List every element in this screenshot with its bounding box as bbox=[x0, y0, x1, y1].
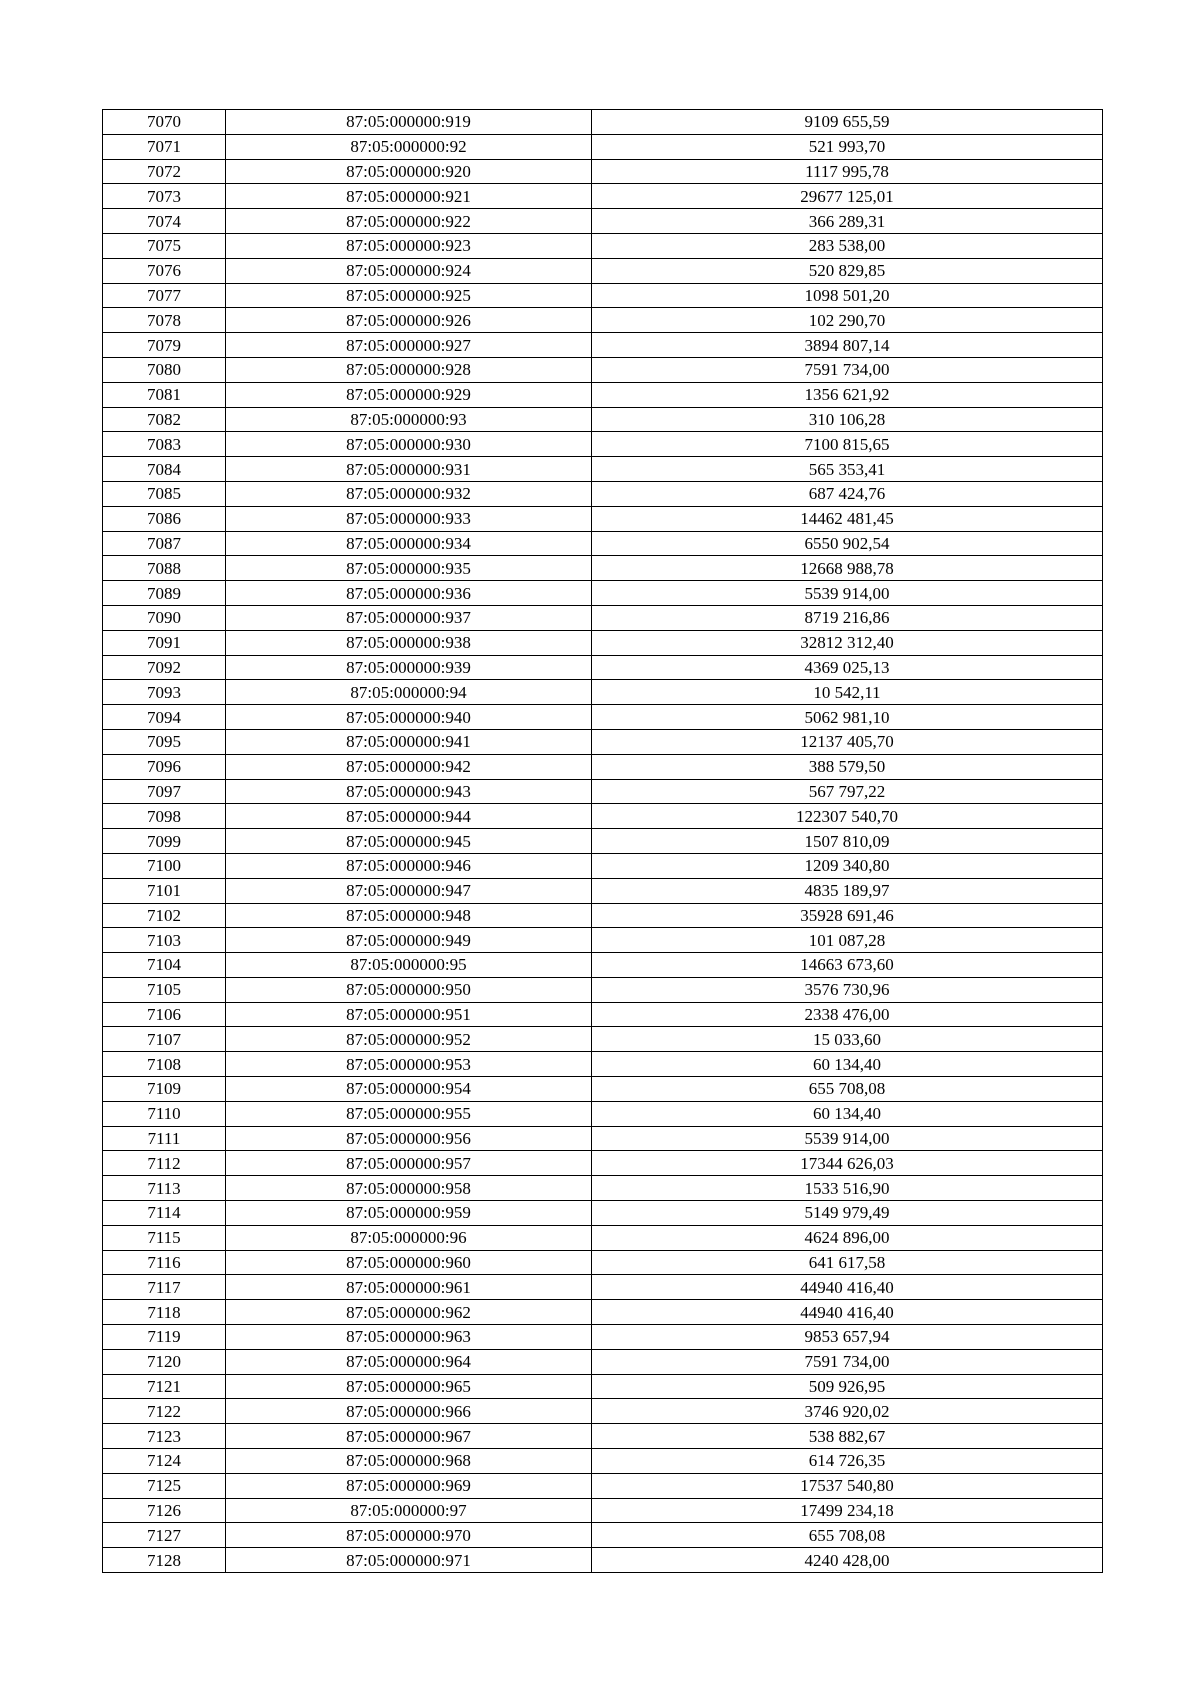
table-row bbox=[103, 283, 1103, 308]
row-number-cell: 7128 bbox=[103, 1548, 226, 1573]
cadastral-number-cell: 87:05:000000:919 bbox=[226, 110, 592, 135]
cadastral-value-cell: 17537 540,80 bbox=[592, 1473, 1103, 1498]
cadastral-number-cell: 87:05:000000:938 bbox=[226, 630, 592, 655]
table-row bbox=[103, 754, 1103, 779]
table-row bbox=[103, 481, 1103, 506]
cadastral-value-cell: 17344 626,03 bbox=[592, 1151, 1103, 1176]
cadastral-number-cell: 87:05:000000:927 bbox=[226, 333, 592, 358]
table-row bbox=[103, 1424, 1103, 1449]
table-row bbox=[103, 1548, 1103, 1573]
row-number-cell: 7075 bbox=[103, 233, 226, 258]
row-number-cell: 7124 bbox=[103, 1449, 226, 1474]
row-number-cell: 7112 bbox=[103, 1151, 226, 1176]
cadastral-value-cell: 4369 025,13 bbox=[592, 655, 1103, 680]
table-row bbox=[103, 705, 1103, 730]
cadastral-number-cell: 87:05:000000:940 bbox=[226, 705, 592, 730]
cadastral-number-cell: 87:05:000000:969 bbox=[226, 1473, 592, 1498]
row-number-cell: 7117 bbox=[103, 1275, 226, 1300]
cadastral-number-cell: 87:05:000000:958 bbox=[226, 1176, 592, 1201]
cadastral-number-cell: 87:05:000000:946 bbox=[226, 853, 592, 878]
table-row bbox=[103, 804, 1103, 829]
cadastral-value-cell: 366 289,31 bbox=[592, 209, 1103, 234]
cadastral-number-cell: 87:05:000000:954 bbox=[226, 1077, 592, 1102]
cadastral-value-cell: 12137 405,70 bbox=[592, 729, 1103, 754]
row-number-cell: 7099 bbox=[103, 829, 226, 854]
row-number-cell: 7104 bbox=[103, 953, 226, 978]
cadastral-number-cell: 87:05:000000:960 bbox=[226, 1250, 592, 1275]
cadastral-value-cell: 122307 540,70 bbox=[592, 804, 1103, 829]
table-row bbox=[103, 853, 1103, 878]
cadastral-number-cell: 87:05:000000:956 bbox=[226, 1126, 592, 1151]
table-row bbox=[103, 1250, 1103, 1275]
row-number-cell: 7079 bbox=[103, 333, 226, 358]
table-row bbox=[103, 1399, 1103, 1424]
cadastral-number-cell: 87:05:000000:943 bbox=[226, 779, 592, 804]
cadastral-value-cell: 9109 655,59 bbox=[592, 110, 1103, 135]
cadastral-number-cell: 87:05:000000:950 bbox=[226, 977, 592, 1002]
table-row bbox=[103, 333, 1103, 358]
row-number-cell: 7095 bbox=[103, 729, 226, 754]
cadastral-value-cell: 1507 810,09 bbox=[592, 829, 1103, 854]
cadastral-value-cell: 3894 807,14 bbox=[592, 333, 1103, 358]
cadastral-value-cell: 687 424,76 bbox=[592, 481, 1103, 506]
cadastral-number-cell: 87:05:000000:944 bbox=[226, 804, 592, 829]
cadastral-value-cell: 10 542,11 bbox=[592, 680, 1103, 705]
row-number-cell: 7091 bbox=[103, 630, 226, 655]
table-row bbox=[103, 1523, 1103, 1548]
table-row bbox=[103, 829, 1103, 854]
cadastral-number-cell: 87:05:000000:963 bbox=[226, 1325, 592, 1350]
row-number-cell: 7086 bbox=[103, 506, 226, 531]
cadastral-number-cell: 87:05:000000:921 bbox=[226, 184, 592, 209]
row-number-cell: 7118 bbox=[103, 1300, 226, 1325]
table-row bbox=[103, 655, 1103, 680]
row-number-cell: 7102 bbox=[103, 903, 226, 928]
cadastral-number-cell: 87:05:000000:945 bbox=[226, 829, 592, 854]
table-row bbox=[103, 1325, 1103, 1350]
cadastral-number-cell: 87:05:000000:970 bbox=[226, 1523, 592, 1548]
cadastral-value-cell: 8719 216,86 bbox=[592, 605, 1103, 630]
cadastral-value-cell: 655 708,08 bbox=[592, 1523, 1103, 1548]
table-row bbox=[103, 605, 1103, 630]
cadastral-number-cell: 87:05:000000:953 bbox=[226, 1052, 592, 1077]
cadastral-value-cell: 4240 428,00 bbox=[592, 1548, 1103, 1573]
cadastral-value-cell: 15 033,60 bbox=[592, 1027, 1103, 1052]
row-number-cell: 7116 bbox=[103, 1250, 226, 1275]
cadastral-number-cell: 87:05:000000:935 bbox=[226, 556, 592, 581]
row-number-cell: 7109 bbox=[103, 1077, 226, 1102]
row-number-cell: 7084 bbox=[103, 457, 226, 482]
cadastral-value-cell: 614 726,35 bbox=[592, 1449, 1103, 1474]
cadastral-value-cell: 1356 621,92 bbox=[592, 382, 1103, 407]
cadastral-number-cell: 87:05:000000:962 bbox=[226, 1300, 592, 1325]
cadastral-value-cell: 32812 312,40 bbox=[592, 630, 1103, 655]
cadastral-number-cell: 87:05:000000:924 bbox=[226, 258, 592, 283]
table-row bbox=[103, 953, 1103, 978]
table-row bbox=[103, 556, 1103, 581]
cadastral-value-cell: 388 579,50 bbox=[592, 754, 1103, 779]
table-row bbox=[103, 1201, 1103, 1226]
cadastral-value-cell: 520 829,85 bbox=[592, 258, 1103, 283]
table-row bbox=[103, 209, 1103, 234]
cadastral-value-cell: 641 617,58 bbox=[592, 1250, 1103, 1275]
cadastral-value-cell: 5539 914,00 bbox=[592, 581, 1103, 606]
cadastral-value-cell: 44940 416,40 bbox=[592, 1275, 1103, 1300]
cadastral-number-cell: 87:05:000000:968 bbox=[226, 1449, 592, 1474]
table-row bbox=[103, 1275, 1103, 1300]
cadastral-value-cell: 3576 730,96 bbox=[592, 977, 1103, 1002]
row-number-cell: 7098 bbox=[103, 804, 226, 829]
table-row bbox=[103, 531, 1103, 556]
cadastral-value-cell: 102 290,70 bbox=[592, 308, 1103, 333]
table-row bbox=[103, 1151, 1103, 1176]
row-number-cell: 7070 bbox=[103, 110, 226, 135]
table-row bbox=[103, 1101, 1103, 1126]
row-number-cell: 7082 bbox=[103, 407, 226, 432]
row-number-cell: 7119 bbox=[103, 1325, 226, 1350]
cadastral-number-cell: 87:05:000000:923 bbox=[226, 233, 592, 258]
cadastral-number-cell: 87:05:000000:948 bbox=[226, 903, 592, 928]
cadastral-number-cell: 87:05:000000:941 bbox=[226, 729, 592, 754]
cadastral-value-cell: 310 106,28 bbox=[592, 407, 1103, 432]
cadastral-number-cell: 87:05:000000:971 bbox=[226, 1548, 592, 1573]
cadastral-number-cell: 87:05:000000:939 bbox=[226, 655, 592, 680]
cadastral-number-cell: 87:05:000000:957 bbox=[226, 1151, 592, 1176]
row-number-cell: 7073 bbox=[103, 184, 226, 209]
row-number-cell: 7100 bbox=[103, 853, 226, 878]
table-row bbox=[103, 1002, 1103, 1027]
table-body bbox=[103, 110, 1103, 1573]
table-row bbox=[103, 581, 1103, 606]
table-row bbox=[103, 382, 1103, 407]
cadastral-number-cell: 87:05:000000:964 bbox=[226, 1349, 592, 1374]
table-row bbox=[103, 1225, 1103, 1250]
row-number-cell: 7080 bbox=[103, 357, 226, 382]
row-number-cell: 7121 bbox=[103, 1374, 226, 1399]
cadastral-value-cell: 1117 995,78 bbox=[592, 159, 1103, 184]
row-number-cell: 7076 bbox=[103, 258, 226, 283]
cadastral-number-cell: 87:05:000000:967 bbox=[226, 1424, 592, 1449]
table-row bbox=[103, 184, 1103, 209]
cadastral-value-cell: 17499 234,18 bbox=[592, 1498, 1103, 1523]
cadastral-number-cell: 87:05:000000:937 bbox=[226, 605, 592, 630]
cadastral-number-cell: 87:05:000000:931 bbox=[226, 457, 592, 482]
row-number-cell: 7097 bbox=[103, 779, 226, 804]
cadastral-value-cell: 1209 340,80 bbox=[592, 853, 1103, 878]
cadastral-value-cell: 60 134,40 bbox=[592, 1101, 1103, 1126]
cadastral-value-cell: 538 882,67 bbox=[592, 1424, 1103, 1449]
cadastral-number-cell: 87:05:000000:95 bbox=[226, 953, 592, 978]
table-row bbox=[103, 506, 1103, 531]
cadastral-value-cell: 5149 979,49 bbox=[592, 1201, 1103, 1226]
cadastral-value-cell: 12668 988,78 bbox=[592, 556, 1103, 581]
table-row bbox=[103, 258, 1103, 283]
row-number-cell: 7120 bbox=[103, 1349, 226, 1374]
row-number-cell: 7106 bbox=[103, 1002, 226, 1027]
table-row bbox=[103, 1052, 1103, 1077]
cadastral-number-cell: 87:05:000000:936 bbox=[226, 581, 592, 606]
table-row bbox=[103, 878, 1103, 903]
table-row bbox=[103, 308, 1103, 333]
row-number-cell: 7072 bbox=[103, 159, 226, 184]
cadastral-value-cell: 14462 481,45 bbox=[592, 506, 1103, 531]
cadastral-number-cell: 87:05:000000:929 bbox=[226, 382, 592, 407]
table-row bbox=[103, 903, 1103, 928]
cadastral-number-cell: 87:05:000000:920 bbox=[226, 159, 592, 184]
table-row bbox=[103, 1473, 1103, 1498]
row-number-cell: 7103 bbox=[103, 928, 226, 953]
table-row bbox=[103, 729, 1103, 754]
cadastral-value-cell: 3746 920,02 bbox=[592, 1399, 1103, 1424]
row-number-cell: 7107 bbox=[103, 1027, 226, 1052]
cadastral-value-cell: 7591 734,00 bbox=[592, 1349, 1103, 1374]
row-number-cell: 7115 bbox=[103, 1225, 226, 1250]
row-number-cell: 7113 bbox=[103, 1176, 226, 1201]
row-number-cell: 7078 bbox=[103, 308, 226, 333]
cadastral-number-cell: 87:05:000000:965 bbox=[226, 1374, 592, 1399]
cadastral-value-cell: 1533 516,90 bbox=[592, 1176, 1103, 1201]
cadastral-number-cell: 87:05:000000:932 bbox=[226, 481, 592, 506]
cadastral-value-cell: 9853 657,94 bbox=[592, 1325, 1103, 1350]
cadastral-value-cell: 655 708,08 bbox=[592, 1077, 1103, 1102]
cadastral-number-cell: 87:05:000000:934 bbox=[226, 531, 592, 556]
cadastral-value-table bbox=[102, 109, 1103, 1573]
cadastral-number-cell: 87:05:000000:949 bbox=[226, 928, 592, 953]
table-row bbox=[103, 977, 1103, 1002]
cadastral-number-cell: 87:05:000000:951 bbox=[226, 1002, 592, 1027]
row-number-cell: 7083 bbox=[103, 432, 226, 457]
cadastral-value-cell: 7100 815,65 bbox=[592, 432, 1103, 457]
table-row bbox=[103, 1126, 1103, 1151]
table-row bbox=[103, 1176, 1103, 1201]
row-number-cell: 7074 bbox=[103, 209, 226, 234]
row-number-cell: 7071 bbox=[103, 134, 226, 159]
cadastral-value-cell: 101 087,28 bbox=[592, 928, 1103, 953]
cadastral-value-cell: 283 538,00 bbox=[592, 233, 1103, 258]
cadastral-number-cell: 87:05:000000:92 bbox=[226, 134, 592, 159]
table-row bbox=[103, 1027, 1103, 1052]
table-row bbox=[103, 233, 1103, 258]
table-row bbox=[103, 1498, 1103, 1523]
row-number-cell: 7092 bbox=[103, 655, 226, 680]
row-number-cell: 7089 bbox=[103, 581, 226, 606]
cadastral-number-cell: 87:05:000000:930 bbox=[226, 432, 592, 457]
row-number-cell: 7123 bbox=[103, 1424, 226, 1449]
cadastral-number-cell: 87:05:000000:959 bbox=[226, 1201, 592, 1226]
cadastral-number-cell: 87:05:000000:922 bbox=[226, 209, 592, 234]
row-number-cell: 7108 bbox=[103, 1052, 226, 1077]
cadastral-value-cell: 4835 189,97 bbox=[592, 878, 1103, 903]
row-number-cell: 7127 bbox=[103, 1523, 226, 1548]
row-number-cell: 7122 bbox=[103, 1399, 226, 1424]
table-row bbox=[103, 357, 1103, 382]
row-number-cell: 7081 bbox=[103, 382, 226, 407]
row-number-cell: 7101 bbox=[103, 878, 226, 903]
cadastral-value-cell: 14663 673,60 bbox=[592, 953, 1103, 978]
cadastral-value-cell: 6550 902,54 bbox=[592, 531, 1103, 556]
row-number-cell: 7125 bbox=[103, 1473, 226, 1498]
cadastral-value-cell: 7591 734,00 bbox=[592, 357, 1103, 382]
cadastral-number-cell: 87:05:000000:928 bbox=[226, 357, 592, 382]
table-row bbox=[103, 159, 1103, 184]
cadastral-value-cell: 4624 896,00 bbox=[592, 1225, 1103, 1250]
row-number-cell: 7087 bbox=[103, 531, 226, 556]
row-number-cell: 7111 bbox=[103, 1126, 226, 1151]
table-row bbox=[103, 1300, 1103, 1325]
table-row bbox=[103, 110, 1103, 135]
cadastral-value-cell: 5539 914,00 bbox=[592, 1126, 1103, 1151]
cadastral-value-cell: 29677 125,01 bbox=[592, 184, 1103, 209]
table-row bbox=[103, 1374, 1103, 1399]
table-row bbox=[103, 928, 1103, 953]
cadastral-number-cell: 87:05:000000:93 bbox=[226, 407, 592, 432]
cadastral-value-cell: 2338 476,00 bbox=[592, 1002, 1103, 1027]
cadastral-number-cell: 87:05:000000:96 bbox=[226, 1225, 592, 1250]
cadastral-number-cell: 87:05:000000:933 bbox=[226, 506, 592, 531]
cadastral-number-cell: 87:05:000000:942 bbox=[226, 754, 592, 779]
row-number-cell: 7126 bbox=[103, 1498, 226, 1523]
row-number-cell: 7088 bbox=[103, 556, 226, 581]
cadastral-number-cell: 87:05:000000:97 bbox=[226, 1498, 592, 1523]
row-number-cell: 7090 bbox=[103, 605, 226, 630]
cadastral-number-cell: 87:05:000000:94 bbox=[226, 680, 592, 705]
cadastral-number-cell: 87:05:000000:955 bbox=[226, 1101, 592, 1126]
cadastral-value-cell: 1098 501,20 bbox=[592, 283, 1103, 308]
row-number-cell: 7085 bbox=[103, 481, 226, 506]
table-row bbox=[103, 630, 1103, 655]
cadastral-number-cell: 87:05:000000:947 bbox=[226, 878, 592, 903]
table-row bbox=[103, 407, 1103, 432]
row-number-cell: 7094 bbox=[103, 705, 226, 730]
table-row bbox=[103, 680, 1103, 705]
table-row bbox=[103, 1349, 1103, 1374]
row-number-cell: 7105 bbox=[103, 977, 226, 1002]
table-row bbox=[103, 1449, 1103, 1474]
row-number-cell: 7093 bbox=[103, 680, 226, 705]
row-number-cell: 7096 bbox=[103, 754, 226, 779]
cadastral-value-cell: 5062 981,10 bbox=[592, 705, 1103, 730]
table-row bbox=[103, 1077, 1103, 1102]
cadastral-number-cell: 87:05:000000:961 bbox=[226, 1275, 592, 1300]
cadastral-value-cell: 567 797,22 bbox=[592, 779, 1103, 804]
table-row bbox=[103, 779, 1103, 804]
cadastral-number-cell: 87:05:000000:926 bbox=[226, 308, 592, 333]
table-row bbox=[103, 432, 1103, 457]
table-row bbox=[103, 134, 1103, 159]
table-row bbox=[103, 457, 1103, 482]
row-number-cell: 7114 bbox=[103, 1201, 226, 1226]
cadastral-value-cell: 60 134,40 bbox=[592, 1052, 1103, 1077]
row-number-cell: 7077 bbox=[103, 283, 226, 308]
cadastral-number-cell: 87:05:000000:952 bbox=[226, 1027, 592, 1052]
cadastral-value-cell: 35928 691,46 bbox=[592, 903, 1103, 928]
row-number-cell: 7110 bbox=[103, 1101, 226, 1126]
cadastral-value-cell: 44940 416,40 bbox=[592, 1300, 1103, 1325]
cadastral-value-cell: 521 993,70 bbox=[592, 134, 1103, 159]
cadastral-number-cell: 87:05:000000:925 bbox=[226, 283, 592, 308]
cadastral-number-cell: 87:05:000000:966 bbox=[226, 1399, 592, 1424]
cadastral-value-cell: 565 353,41 bbox=[592, 457, 1103, 482]
cadastral-value-cell: 509 926,95 bbox=[592, 1374, 1103, 1399]
